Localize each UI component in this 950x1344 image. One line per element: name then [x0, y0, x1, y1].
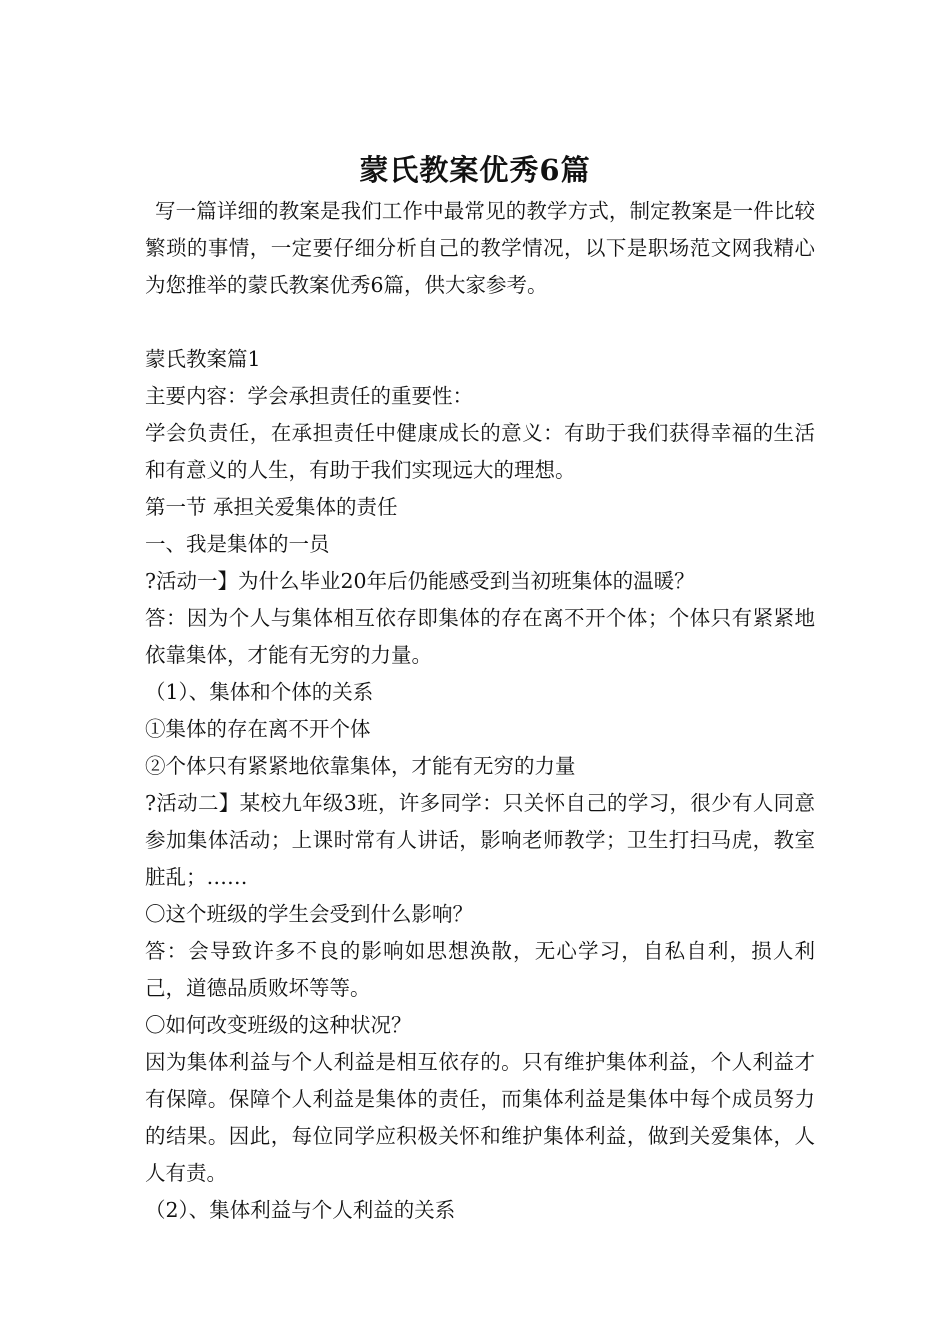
paragraph: 因为集体利益与个人利益是相互依存的。只有维护集体利益，个人利益才有保障。保障个人利益是集体的责任，而集体利益是集体中每个成员努力的结果。因此，每位同学应积极关怀和维护集体利益，做到关爱集体，人人有责。 — [145, 1050, 815, 1185]
list-item: ①集体的存在离不开个体 — [145, 717, 371, 741]
section-heading: 第一节 承担关爱集体的责任 — [145, 495, 398, 519]
point-heading: （2）、集体利益与个人利益的关系 — [145, 1198, 456, 1222]
question-item: 〇这个班级的学生会受到什么影响？ — [145, 902, 473, 926]
subsection-heading: 一、我是集体的一员 — [145, 532, 330, 556]
paragraph: 学会负责任，在承担责任中健康成长的意义：有助于我们获得幸福的生活和有意义的人生，有助于我们实现远大的理想。 — [145, 421, 815, 482]
paragraph: 主要内容：学会承担责任的重要性： — [145, 384, 473, 408]
section-heading-lesson-1: 蒙氏教案篇1 — [145, 347, 261, 371]
document-body — [145, 193, 815, 1229]
answer-paragraph: 答：会导致许多不良的影响如思想涣散，无心学习，自私自利，损人利己，道德品质败坏等等。 — [145, 939, 815, 1000]
activity-question: ?活动二】某校九年级3班，许多同学：只关怀自己的学习，很少有人同意参加集体活动；上课时常有人讲话，影响老师教学；卫生打扫马虎，教室脏乱；…… — [145, 791, 815, 889]
list-item: ②个体只有紧紧地依靠集体，才能有无穷的力量 — [145, 754, 576, 778]
intro-paragraph: 写一篇详细的教案是我们工作中最常见的教学方式，制定教案是一件比较繁琐的事情，一定要仔细分析自己的教学情况，以下是职场范文网我精心为您推举的蒙氏教案优秀6篇，供大家参考。 — [145, 199, 815, 297]
point-heading: （1）、集体和个体的关系 — [145, 680, 374, 704]
document-title: 蒙氏教案优秀6篇 — [359, 153, 591, 188]
question-item: 〇如何改变班级的这种状况？ — [145, 1013, 412, 1037]
answer-paragraph: 答：因为个人与集体相互依存即集体的存在离不开个体；个体只有紧紧地依靠集体，才能有无穷的力量。 — [145, 606, 815, 667]
activity-question: ?活动一】为什么毕业20年后仍能感受到当初班集体的温暖？ — [145, 569, 695, 593]
